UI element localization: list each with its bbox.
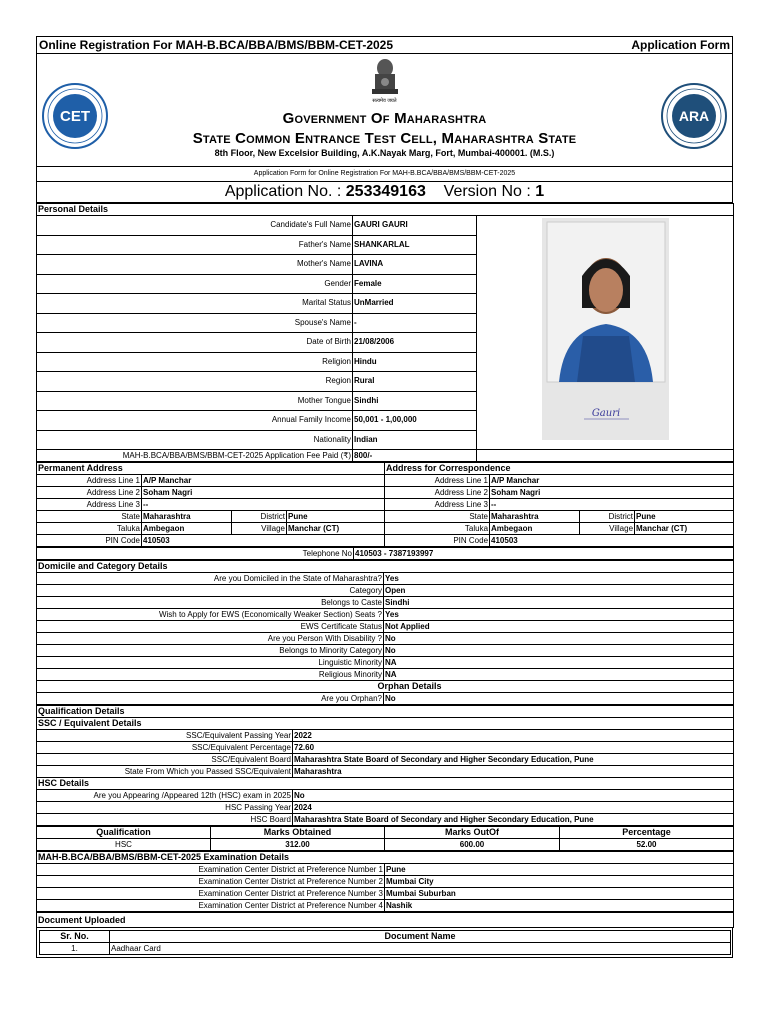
orphan-value: No xyxy=(384,693,734,705)
field-value: 72.60 xyxy=(293,742,734,754)
field-value: 50,001 - 1,00,000 xyxy=(353,411,477,431)
permanent-address-heading: Permanent Address xyxy=(37,463,385,475)
address-table xyxy=(36,462,734,547)
field-label: Are you Domiciled in the State of Maharashtra? xyxy=(37,573,384,585)
corr-village-label: Village xyxy=(580,523,635,535)
cet-cell-heading: State Common Entrance Test Cell, Maharashtra State xyxy=(192,130,577,147)
registration-title: Online Registration For MAH-B.BCA/BBA/BMS/BBM-CET-2025 xyxy=(39,38,394,52)
doc-srno: 1. xyxy=(40,943,110,955)
field-label: Examination Center District at Preference Number 4 xyxy=(37,900,385,912)
perm-line2-value: Soham Nagri xyxy=(142,487,385,499)
field-value: - xyxy=(353,313,477,333)
doc-header-name: Document Name xyxy=(110,931,731,943)
marks-header-obtained: Marks Obtained xyxy=(211,827,385,839)
field-label: Mother's Name xyxy=(37,255,353,275)
perm-line1-label: Address Line 1 xyxy=(37,475,142,487)
field-value: UnMarried xyxy=(353,294,477,314)
corr-taluka-label: Taluka xyxy=(385,523,490,535)
domicile-table xyxy=(36,560,734,705)
field-label: Examination Center District at Preference Number 2 xyxy=(37,876,385,888)
application-no-value: 253349163 xyxy=(345,183,426,200)
perm-taluka-label: Taluka xyxy=(37,523,142,535)
field-value: 2022 xyxy=(293,730,734,742)
exam-table xyxy=(36,851,734,912)
field-value: Indian xyxy=(353,430,477,450)
field-label: SSC/Equivalent Percentage xyxy=(37,742,293,754)
field-label: Examination Center District at Preference Number 3 xyxy=(37,888,385,900)
corr-line3-value: -- xyxy=(490,499,734,511)
application-number-bar xyxy=(36,182,733,203)
field-value: No xyxy=(384,645,734,657)
government-heading: Government Of Maharashtra xyxy=(282,110,487,127)
personal-details-table xyxy=(36,203,734,462)
corr-state-value: Maharashtra xyxy=(490,511,580,523)
perm-village-value: Manchar (CT) xyxy=(287,523,385,535)
field-value: Open xyxy=(384,585,734,597)
documents-inner-table xyxy=(39,930,731,955)
field-label: Annual Family Income xyxy=(37,411,353,431)
telephone-value: 410503 - 7387193997 xyxy=(354,548,734,560)
form-type-label: Application Form xyxy=(631,38,730,52)
field-value: Sindhi xyxy=(353,391,477,411)
field-value: Maharashtra State Board of Secondary and Higher Secondary Education, Pune xyxy=(293,754,734,766)
documents-list xyxy=(36,928,733,958)
candidate-photo-cell xyxy=(477,216,734,450)
office-address: 8th Floor, New Excelsior Building, A.K.Nayak Marg, Fort, Mumbai-400001. (M.S.) xyxy=(214,148,555,158)
field-label: Are you Person With Disability ? xyxy=(37,633,384,645)
field-value: No xyxy=(293,790,734,802)
qualification-heading: Qualification Details xyxy=(37,706,734,718)
domicile-heading: Domicile and Category Details xyxy=(37,561,734,573)
marks-header-percentage: Percentage xyxy=(560,827,734,839)
marks-percentage: 52.00 xyxy=(560,839,734,851)
field-label: Gender xyxy=(37,274,353,294)
marks-obtained: 312.00 xyxy=(211,839,385,851)
personal-details-heading: Personal Details xyxy=(37,204,734,216)
candidate-photo xyxy=(479,218,729,440)
version-no-label: Version No : xyxy=(443,183,536,200)
signature-text: Gauri xyxy=(591,408,621,419)
hsc-heading: HSC Details xyxy=(37,778,734,790)
emblem-caption: सत्यमेव जयते xyxy=(372,98,397,104)
telephone-label: Telephone No xyxy=(37,548,354,560)
qualification-table xyxy=(36,705,734,826)
field-label: Religious Minority xyxy=(37,669,384,681)
field-label: Religion xyxy=(37,352,353,372)
orphan-heading: Orphan Details xyxy=(37,681,734,693)
field-label: Spouse's Name xyxy=(37,313,353,333)
perm-state-value: Maharashtra xyxy=(142,511,232,523)
corr-line1-label: Address Line 1 xyxy=(385,475,490,487)
corr-line2-value: Soham Nagri xyxy=(490,487,734,499)
perm-line2-label: Address Line 2 xyxy=(37,487,142,499)
field-value: Hindu xyxy=(353,352,477,372)
field-label: Linguistic Minority xyxy=(37,657,384,669)
field-label: Belongs to Minority Category xyxy=(37,645,384,657)
field-label: Belongs to Caste xyxy=(37,597,384,609)
national-emblem-icon xyxy=(367,56,403,100)
corr-pin-label: PIN Code xyxy=(385,535,490,547)
field-label: Candidate's Full Name xyxy=(37,216,353,236)
corr-line2-label: Address Line 2 xyxy=(385,487,490,499)
field-label: Category xyxy=(37,585,384,597)
telephone-table xyxy=(36,547,734,560)
field-label: SSC/Equivalent Passing Year xyxy=(37,730,293,742)
field-label: State From Which you Passed SSC/Equivalent xyxy=(37,766,293,778)
corr-taluka-value: Ambegaon xyxy=(490,523,580,535)
application-form-page xyxy=(36,36,733,958)
marks-table xyxy=(36,826,734,851)
application-no-label: Application No. : xyxy=(224,183,346,200)
field-label: SSC/Equivalent Board xyxy=(37,754,293,766)
corr-line1-value: A/P Manchar xyxy=(490,475,734,487)
documents-table xyxy=(36,912,734,928)
perm-line1-value: A/P Manchar xyxy=(142,475,385,487)
perm-pin-label: PIN Code xyxy=(37,535,142,547)
perm-district-label: District xyxy=(232,511,287,523)
corr-district-label: District xyxy=(580,511,635,523)
field-value: Maharashtra xyxy=(293,766,734,778)
field-value: Rural xyxy=(353,372,477,392)
marks-qualification: HSC xyxy=(37,839,211,851)
field-label: Mother Tongue xyxy=(37,391,353,411)
perm-pin-value: 410503 xyxy=(142,535,385,547)
field-value: Pune xyxy=(385,864,734,876)
documents-heading: Document Uploaded xyxy=(37,913,734,928)
field-label: EWS Certificate Status xyxy=(37,621,384,633)
corr-village-value: Manchar (CT) xyxy=(635,523,734,535)
field-value: NA xyxy=(384,669,734,681)
form-subtitle: Application Form for Online Registration For MAH-B.BCA/BBA/BMS/BBM-CET-2025 xyxy=(36,167,733,182)
perm-district-value: Pune xyxy=(287,511,385,523)
corr-state-label: State xyxy=(385,511,490,523)
fee-label: MAH-B.BCA/BBA/BMS/BBM-CET-2025 Application Fee Paid (₹) xyxy=(37,450,353,462)
field-label: Are you Appearing /Appeared 12th (HSC) exam in 2025 xyxy=(37,790,293,802)
field-value: Yes xyxy=(384,609,734,621)
perm-line3-label: Address Line 3 xyxy=(37,499,142,511)
corr-district-value: Pune xyxy=(635,511,734,523)
field-label: Wish to Apply for EWS (Economically Weaker Section) Seats ? xyxy=(37,609,384,621)
field-value: NA xyxy=(384,657,734,669)
field-value: LAVINA xyxy=(353,255,477,275)
field-value: Maharashtra State Board of Secondary and Higher Secondary Education, Pune xyxy=(293,814,734,826)
marks-header-qualification: Qualification xyxy=(37,827,211,839)
doc-header-srno: Sr. No. xyxy=(40,931,110,943)
perm-taluka-value: Ambegaon xyxy=(142,523,232,535)
field-value: Mumbai Suburban xyxy=(385,888,734,900)
field-value: Yes xyxy=(384,573,734,585)
field-label: HSC Passing Year xyxy=(37,802,293,814)
field-label: Examination Center District at Preference Number 1 xyxy=(37,864,385,876)
corr-line3-label: Address Line 3 xyxy=(385,499,490,511)
field-label: Nationality xyxy=(37,430,353,450)
field-value: Female xyxy=(353,274,477,294)
field-value: Mumbai City xyxy=(385,876,734,888)
field-value: Not Applied xyxy=(384,621,734,633)
field-label: Marital Status xyxy=(37,294,353,314)
version-no-value: 1 xyxy=(535,183,545,200)
ara-logo-text: ARA xyxy=(678,108,710,124)
field-value: SHANKARLAL xyxy=(353,235,477,255)
perm-village-label: Village xyxy=(232,523,287,535)
doc-name: Aadhaar Card xyxy=(110,943,731,955)
field-label: Region xyxy=(37,372,353,392)
field-value: 2024 xyxy=(293,802,734,814)
field-value: No xyxy=(384,633,734,645)
form-header xyxy=(36,53,733,167)
field-label: Date of Birth xyxy=(37,333,353,353)
field-value: 21/08/2006 xyxy=(353,333,477,353)
perm-state-label: State xyxy=(37,511,142,523)
correspondence-address-heading: Address for Correspondence xyxy=(385,463,734,475)
field-label: HSC Board xyxy=(37,814,293,826)
fee-value: 800/- xyxy=(353,450,477,462)
perm-line3-value: -- xyxy=(142,499,385,511)
marks-header-outof: Marks OutOf xyxy=(385,827,560,839)
field-value: Nashik xyxy=(385,900,734,912)
field-label: Father's Name xyxy=(37,235,353,255)
corr-pin-value: 410503 xyxy=(490,535,734,547)
marks-outof: 600.00 xyxy=(385,839,560,851)
field-value: Sindhi xyxy=(384,597,734,609)
top-title-bar xyxy=(36,36,733,53)
ara-logo-icon xyxy=(660,82,728,150)
orphan-label: Are you Orphan? xyxy=(37,693,384,705)
ssc-heading: SSC / Equivalent Details xyxy=(37,718,734,730)
exam-heading: MAH-B.BCA/BBA/BMS/BBM-CET-2025 Examination Details xyxy=(37,852,734,864)
cet-logo-text: CET xyxy=(60,108,90,125)
field-value: GAURI GAURI xyxy=(353,216,477,236)
